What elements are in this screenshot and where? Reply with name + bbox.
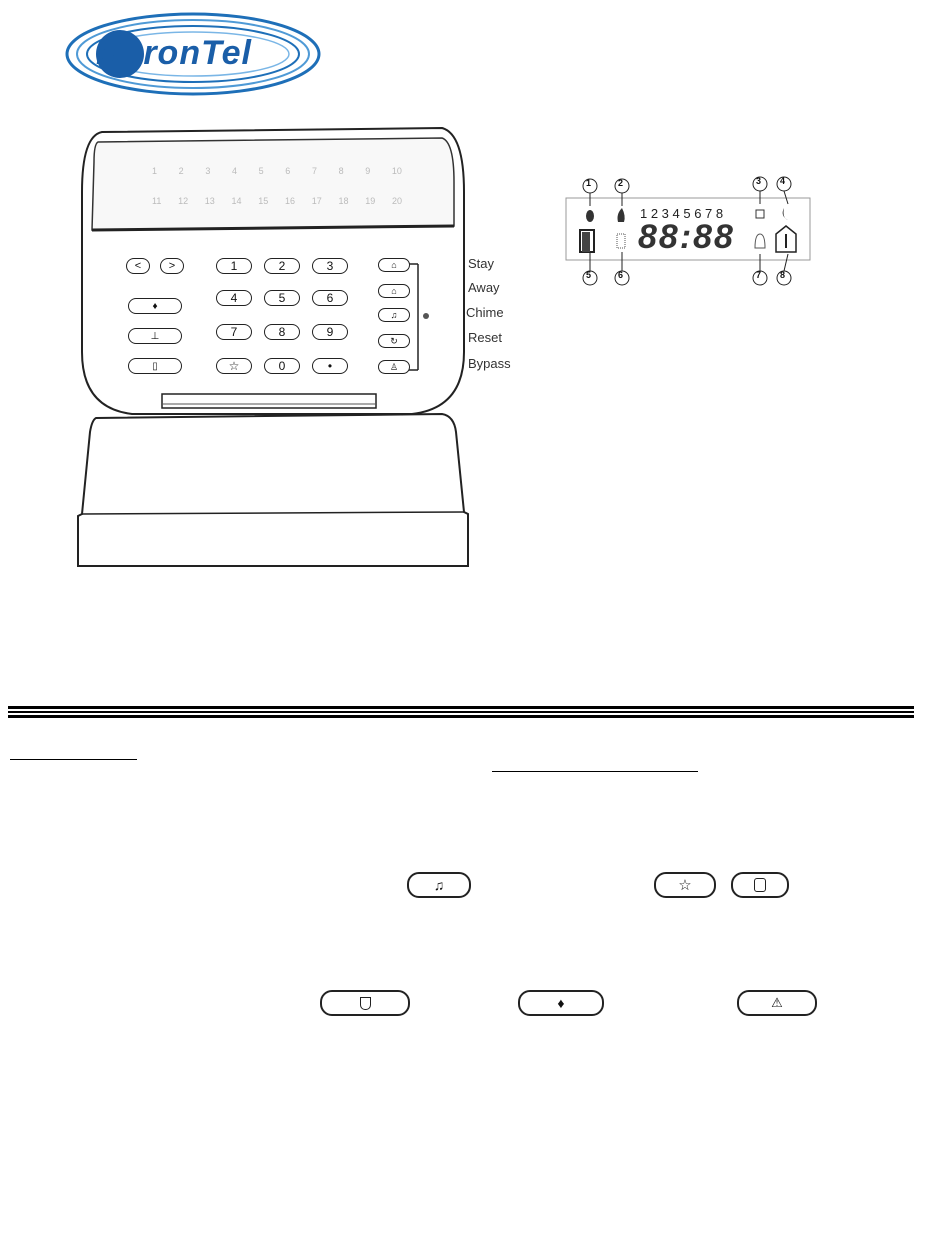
led-row-2	[152, 196, 402, 206]
lcd-diagram	[560, 172, 816, 286]
key-label: 6	[326, 291, 334, 305]
bypass-key[interactable]	[378, 360, 410, 374]
shield-icon	[360, 997, 371, 1010]
stay-icon: ⌂	[391, 260, 397, 270]
led-number: 5	[258, 166, 264, 176]
reset-key[interactable]	[378, 334, 410, 348]
shield-icon: ▯	[152, 360, 158, 372]
callout-6: 6	[618, 270, 624, 280]
led-number: 14	[231, 196, 242, 206]
logo-text: HuronTel	[96, 34, 252, 72]
callout-3: 3	[756, 176, 762, 186]
keypad-body	[72, 122, 472, 572]
away-icon: ⌂	[391, 286, 397, 296]
section-divider-bottom	[8, 715, 914, 718]
scroll-right-key[interactable]	[160, 258, 184, 274]
callout-8: 8	[780, 270, 786, 280]
lcd-zone-digits: 1 2 3 4 5 6 7 8	[640, 206, 724, 221]
led-number: 11	[152, 196, 162, 206]
led-number: 2	[178, 166, 184, 176]
led-number: 16	[285, 196, 296, 206]
lcd-clock: 88:88	[638, 218, 735, 256]
led-number: 8	[338, 166, 344, 176]
reset-label: Reset	[468, 330, 502, 345]
square-button-icon	[731, 872, 789, 898]
led-number: 12	[178, 196, 189, 206]
section-divider-top	[8, 706, 914, 709]
section-divider-middle	[8, 711, 914, 713]
hazard-icon: ⊥	[150, 330, 160, 342]
away-label: Away	[468, 280, 500, 295]
led-number: 6	[285, 166, 291, 176]
led-number: 7	[311, 166, 317, 176]
heading-underline-right	[492, 771, 698, 772]
heading-underline-left	[10, 759, 137, 760]
key-6[interactable]	[312, 290, 348, 306]
key-0[interactable]	[264, 358, 300, 374]
led-number: 13	[204, 196, 215, 206]
scroll-right-label: >	[168, 260, 176, 272]
panic-button-icon	[320, 990, 410, 1016]
hazard-button-icon	[737, 990, 817, 1016]
key-star[interactable]	[216, 358, 252, 374]
key-label: 2	[278, 259, 286, 273]
key-label: 0	[278, 359, 286, 373]
key-label: 3	[326, 259, 334, 273]
callout-7: 7	[756, 270, 762, 280]
key-label: 4	[230, 291, 238, 305]
led-number: 18	[338, 196, 349, 206]
chime-label: Chime	[466, 305, 504, 320]
led-number: 1	[152, 166, 158, 176]
key-2[interactable]	[264, 258, 300, 274]
key-label: 9	[326, 325, 334, 339]
key-4[interactable]	[216, 290, 252, 306]
fire-icon: ♦	[557, 995, 565, 1011]
led-number: 20	[391, 196, 402, 206]
auxiliary-key[interactable]	[128, 328, 182, 344]
led-number: 15	[258, 196, 269, 206]
key-label: ☆	[228, 359, 240, 373]
key-label: •	[327, 359, 333, 373]
led-number: 3	[205, 166, 211, 176]
led-number: 10	[391, 166, 402, 176]
bypass-icon: ♙	[389, 361, 399, 372]
panic-key[interactable]	[128, 358, 182, 374]
callout-2: 2	[618, 178, 624, 188]
scroll-left-label: <	[134, 260, 142, 272]
key-5[interactable]	[264, 290, 300, 306]
brand-logo	[62, 8, 324, 100]
fire-key[interactable]	[128, 298, 182, 314]
key-7[interactable]	[216, 324, 252, 340]
fire-icon: ♦	[152, 300, 158, 312]
key-8[interactable]	[264, 324, 300, 340]
led-row-1	[152, 166, 402, 176]
key-3[interactable]	[312, 258, 348, 274]
square-icon	[754, 878, 766, 892]
callout-5: 5	[586, 270, 592, 280]
led-number: 4	[231, 166, 237, 176]
hazard-icon: ⚠	[771, 995, 783, 1010]
chime-icon: ♫	[433, 877, 445, 893]
led-number: 9	[365, 166, 371, 176]
key-pound[interactable]	[312, 358, 348, 374]
key-label: 7	[230, 325, 238, 339]
keypad-illustration	[72, 122, 472, 572]
stay-label: Stay	[468, 256, 495, 271]
key-label: 1	[230, 259, 238, 273]
away-key[interactable]	[378, 284, 410, 298]
reset-icon: ↻	[390, 335, 398, 346]
key-9[interactable]	[312, 324, 348, 340]
bypass-label: Bypass	[468, 356, 511, 371]
scroll-left-key[interactable]	[126, 258, 150, 274]
key-label: 5	[278, 291, 286, 305]
stay-key[interactable]	[378, 258, 410, 272]
key-label: 8	[278, 325, 286, 339]
star-button-icon	[654, 872, 716, 898]
callout-1: 1	[586, 178, 592, 188]
led-number: 19	[365, 196, 376, 206]
chime-key[interactable]	[378, 308, 410, 322]
fire-button-icon	[518, 990, 604, 1016]
led-number: 17	[311, 196, 322, 206]
key-1[interactable]	[216, 258, 252, 274]
chime-button-icon	[407, 872, 471, 898]
callout-4: 4	[780, 176, 786, 186]
star-icon: ☆	[678, 877, 692, 894]
chime-icon: ♫	[390, 310, 398, 320]
